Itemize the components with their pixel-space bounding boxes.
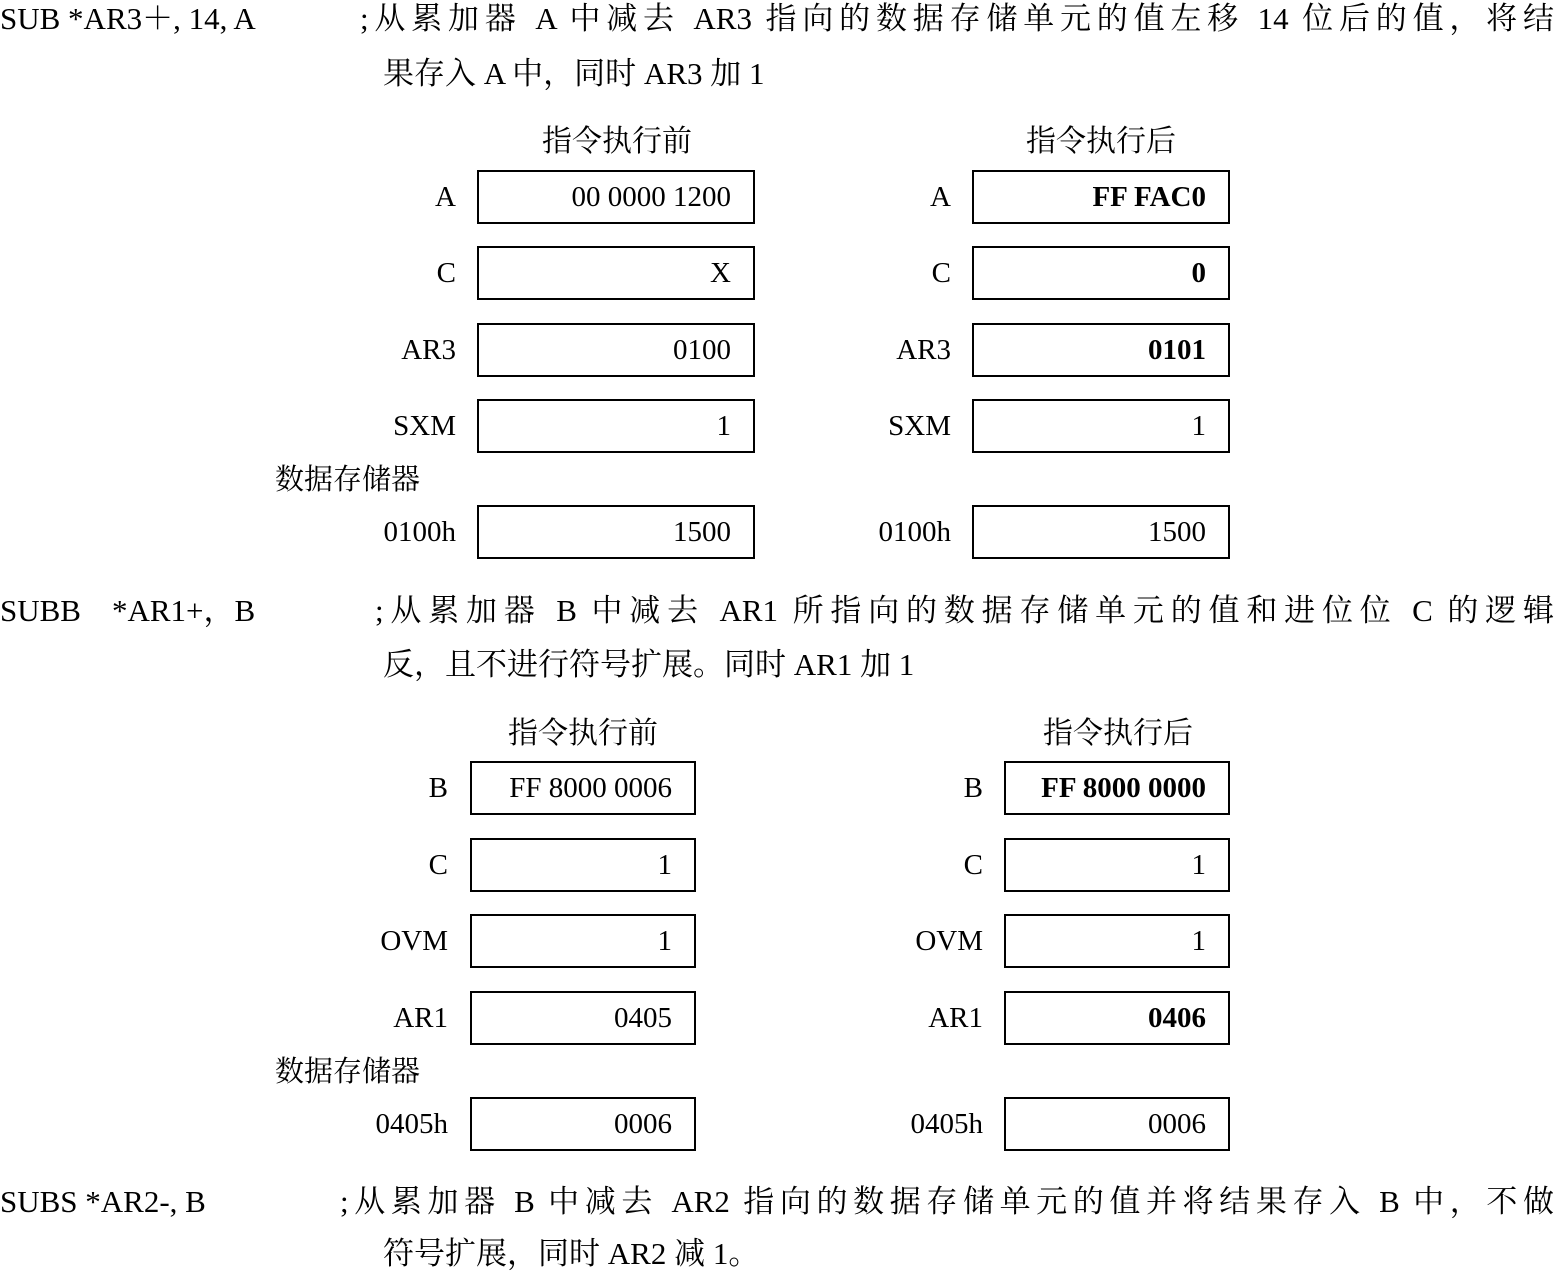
memory-address-label: 0100h [878, 516, 951, 548]
register-value-after: 1 [972, 399, 1230, 453]
memory-value-before: 1500 [477, 505, 755, 559]
register-label: AR3 [896, 334, 951, 366]
instruction-subb: SUBB *AR1+，B [0, 593, 256, 628]
register-label: A [435, 181, 456, 213]
memory-value-after: 0006 [1004, 1097, 1230, 1151]
comment-sub-line1: ;从累加器 A 中减去 AR3 指向的数据存储单元的值左移 14 位后的值，将结 [360, 1, 1554, 36]
register-value-after: 0 [972, 246, 1230, 300]
register-value-before: X [477, 246, 755, 300]
after-caption: 指令执行后 [1026, 125, 1176, 158]
comment-sub-line2: 果存入 A 中，同时 AR3 加 1 [383, 56, 765, 91]
register-label: B [963, 772, 983, 804]
after-caption: 指令执行后 [1043, 717, 1193, 750]
memory-value-after: 1500 [972, 505, 1230, 559]
memory-title: 数据存储器 [275, 464, 421, 496]
register-label: OVM [380, 925, 448, 957]
instruction-sub: SUB *AR3＋, 14, A [0, 1, 256, 36]
before-caption: 指令执行前 [542, 125, 692, 158]
instruction-subs: SUBS *AR2-, B [0, 1184, 206, 1219]
register-value-after: FF 8000 0000 [1004, 761, 1230, 815]
register-value-before: FF 8000 0006 [470, 761, 696, 815]
memory-title: 数据存储器 [275, 1056, 421, 1088]
comment-subs-line2: 符号扩展，同时 AR2 减 1。 [383, 1236, 760, 1271]
memory-address-label: 0405h [375, 1108, 448, 1140]
before-caption: 指令执行前 [508, 717, 658, 750]
register-label: AR3 [401, 334, 456, 366]
register-label: B [428, 772, 448, 804]
register-value-after: FF FAC0 [972, 170, 1230, 224]
register-label: SXM [393, 410, 456, 442]
comment-subs-line1: ;从累加器 B 中减去 AR2 指向的数据存储单元的值并将结果存入 B 中，不做 [340, 1184, 1554, 1219]
register-value-after: 1 [1004, 838, 1230, 892]
register-value-after: 1 [1004, 914, 1230, 968]
register-value-before: 00 0000 1200 [477, 170, 755, 224]
register-label: SXM [888, 410, 951, 442]
register-label: A [930, 181, 951, 213]
register-label: AR1 [393, 1002, 448, 1034]
register-value-before: 1 [470, 838, 696, 892]
register-value-after: 0406 [1004, 991, 1230, 1045]
register-value-before: 0100 [477, 323, 755, 377]
register-label: C [428, 849, 448, 881]
register-value-before: 1 [470, 914, 696, 968]
memory-value-before: 0006 [470, 1097, 696, 1151]
comment-subb-line2: 反，且不进行符号扩展。同时 AR1 加 1 [383, 647, 915, 682]
register-label: AR1 [928, 1002, 983, 1034]
register-label: C [963, 849, 983, 881]
register-value-before: 0405 [470, 991, 696, 1045]
register-label: C [436, 257, 456, 289]
register-value-before: 1 [477, 399, 755, 453]
comment-subb-line1: ;从累加器 B 中减去 AR1 所指向的数据存储单元的值和进位位 C 的逻辑 [375, 593, 1554, 628]
memory-address-label: 0100h [383, 516, 456, 548]
register-label: C [931, 257, 951, 289]
memory-address-label: 0405h [910, 1108, 983, 1140]
register-label: OVM [915, 925, 983, 957]
register-value-after: 0101 [972, 323, 1230, 377]
